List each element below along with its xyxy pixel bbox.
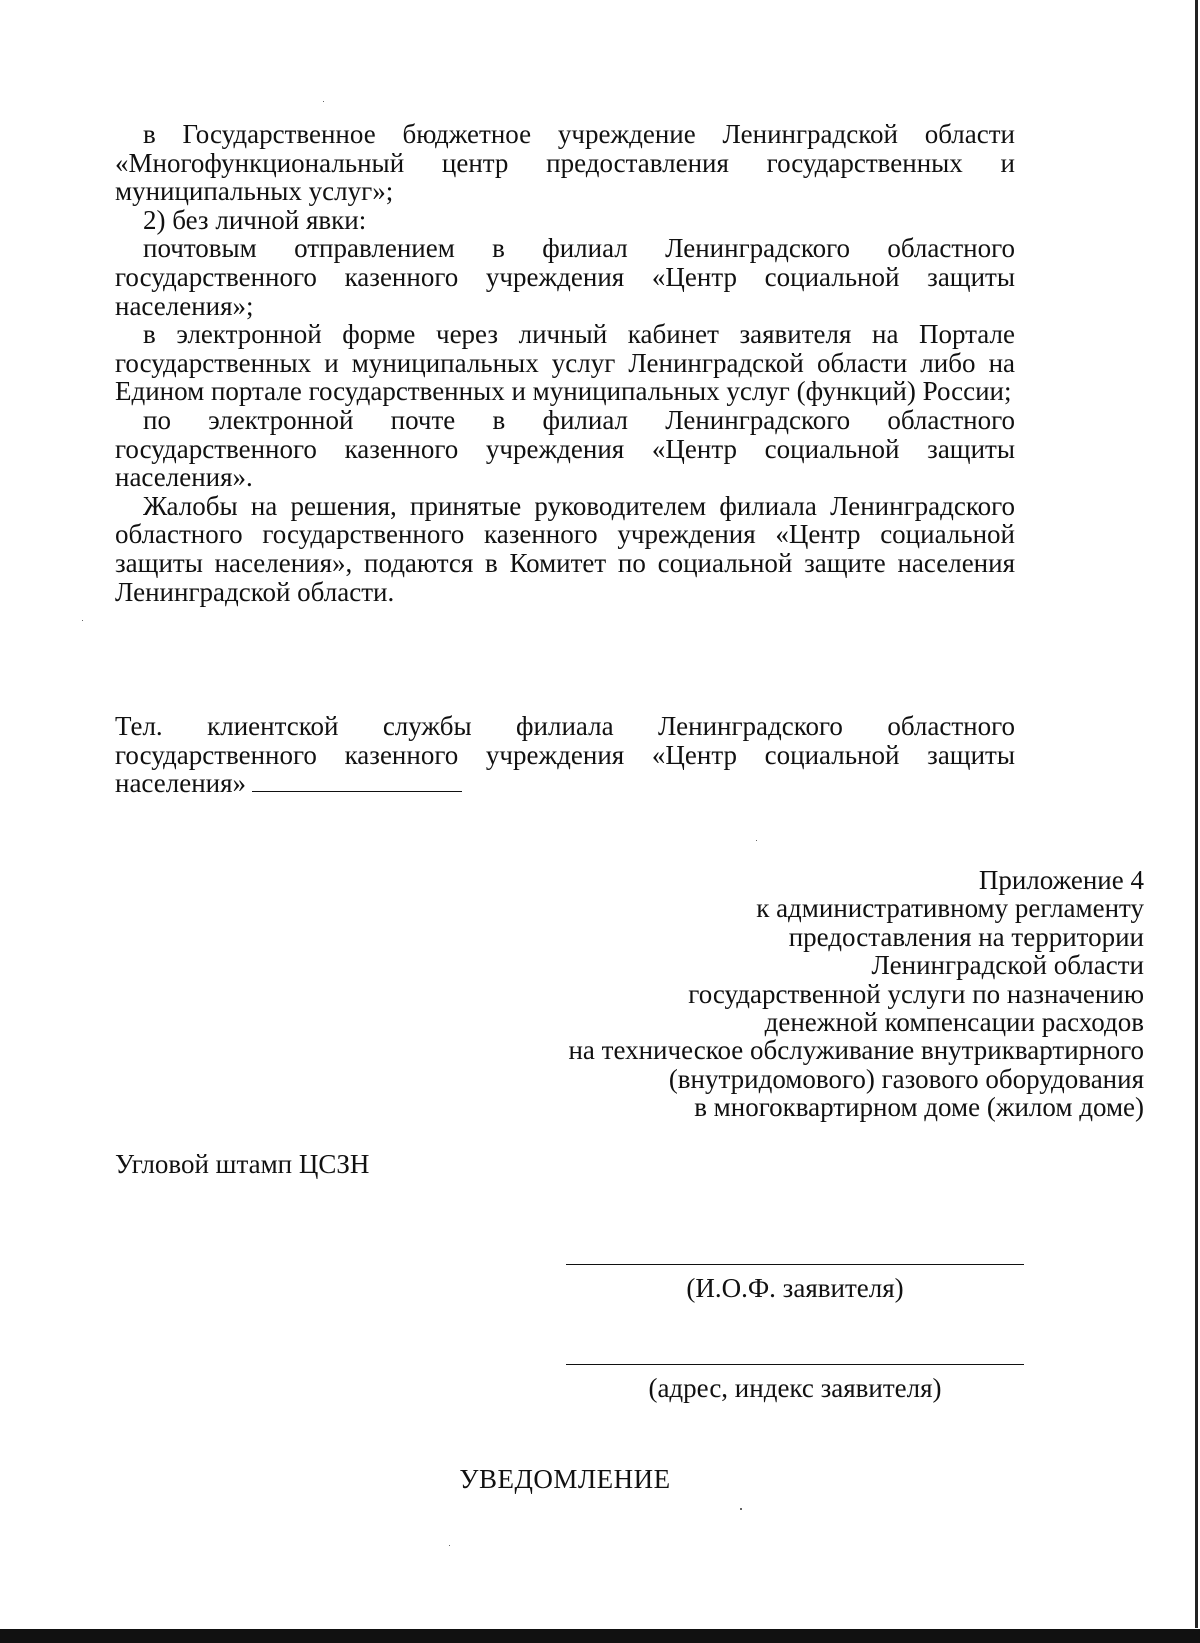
paragraph-mfc: в Государственное бюджетное учреждение Ленинградской области «Многофункциональный центр предоставления государственных и муниципальных услуг»; bbox=[115, 119, 1015, 207]
phone-blank-line bbox=[252, 771, 462, 792]
address-caption: (адрес, индекс заявителя) bbox=[648, 1373, 942, 1403]
paragraph-electronic: в электронной форме через личный кабинет заявителя на Портале государственных и муниципальных услуг Ленинградской области либо на Едином портале государственных и муниципальных услуг (функций) России; bbox=[115, 319, 1015, 407]
paragraph-email: по электронной почте в филиал Ленинградского областного государственного казенного учреждения «Центр социальной защиты населения». bbox=[115, 404, 1015, 493]
appendix-line: государственной услуги по назначению bbox=[688, 978, 1144, 1009]
scan-speck bbox=[756, 840, 757, 841]
phone-note bbox=[115, 712, 1015, 798]
appendix-line: на техническое обслуживание внутриквартирного bbox=[568, 1035, 1144, 1066]
scan-speck bbox=[323, 101, 324, 102]
scan-bottom-edge bbox=[0, 1629, 1200, 1643]
name-signature-line bbox=[566, 1264, 1024, 1265]
appendix-line: в многоквартирном доме (жилом доме) bbox=[694, 1092, 1144, 1123]
appendix-line: к административному регламенту bbox=[756, 893, 1144, 924]
appendix-line: (внутридомового) газового оборудования bbox=[668, 1063, 1144, 1094]
phone-note-text: Тел. клиентской службы филиала Ленинградского областного государственного казенного учреждения «Центр социальной защиты населения» bbox=[115, 711, 1015, 799]
appendix-line: Приложение 4 bbox=[978, 865, 1144, 895]
address-signature-line bbox=[566, 1364, 1024, 1365]
scan-speck bbox=[740, 1508, 742, 1510]
appendix-line: предоставления на территории bbox=[788, 921, 1144, 952]
corner-stamp-label: Угловой штамп ЦСЗН bbox=[115, 1149, 370, 1179]
paragraph-without-visit: 2) без личной явки: bbox=[143, 204, 367, 235]
paragraph-complaints: Жалобы на решения, принятые руководителем филиала Ленинградского областного государственного казенного учреждения «Центр социальной защиты населения», подаются в Комитет по социальной защите населения Ленинградской области. bbox=[115, 490, 1015, 607]
appendix-line: денежной компенсации расходов bbox=[764, 1007, 1144, 1038]
document-title: УВЕДОМЛЕНИЕ bbox=[459, 1464, 671, 1494]
paragraph-postal: почтовым отправлением в филиал Ленинградского областного государственного казенного учреждения «Центр социальной защиты населения»; bbox=[115, 233, 1015, 321]
name-caption: (И.О.Ф. заявителя) bbox=[686, 1273, 904, 1303]
appendix-line: Ленинградской области bbox=[871, 950, 1144, 981]
scan-right-edge bbox=[1195, 0, 1198, 1628]
procedure-text bbox=[115, 120, 1015, 606]
appendix-header bbox=[504, 866, 1144, 1122]
scan-speck bbox=[82, 620, 83, 621]
scan-speck bbox=[449, 1545, 450, 1546]
